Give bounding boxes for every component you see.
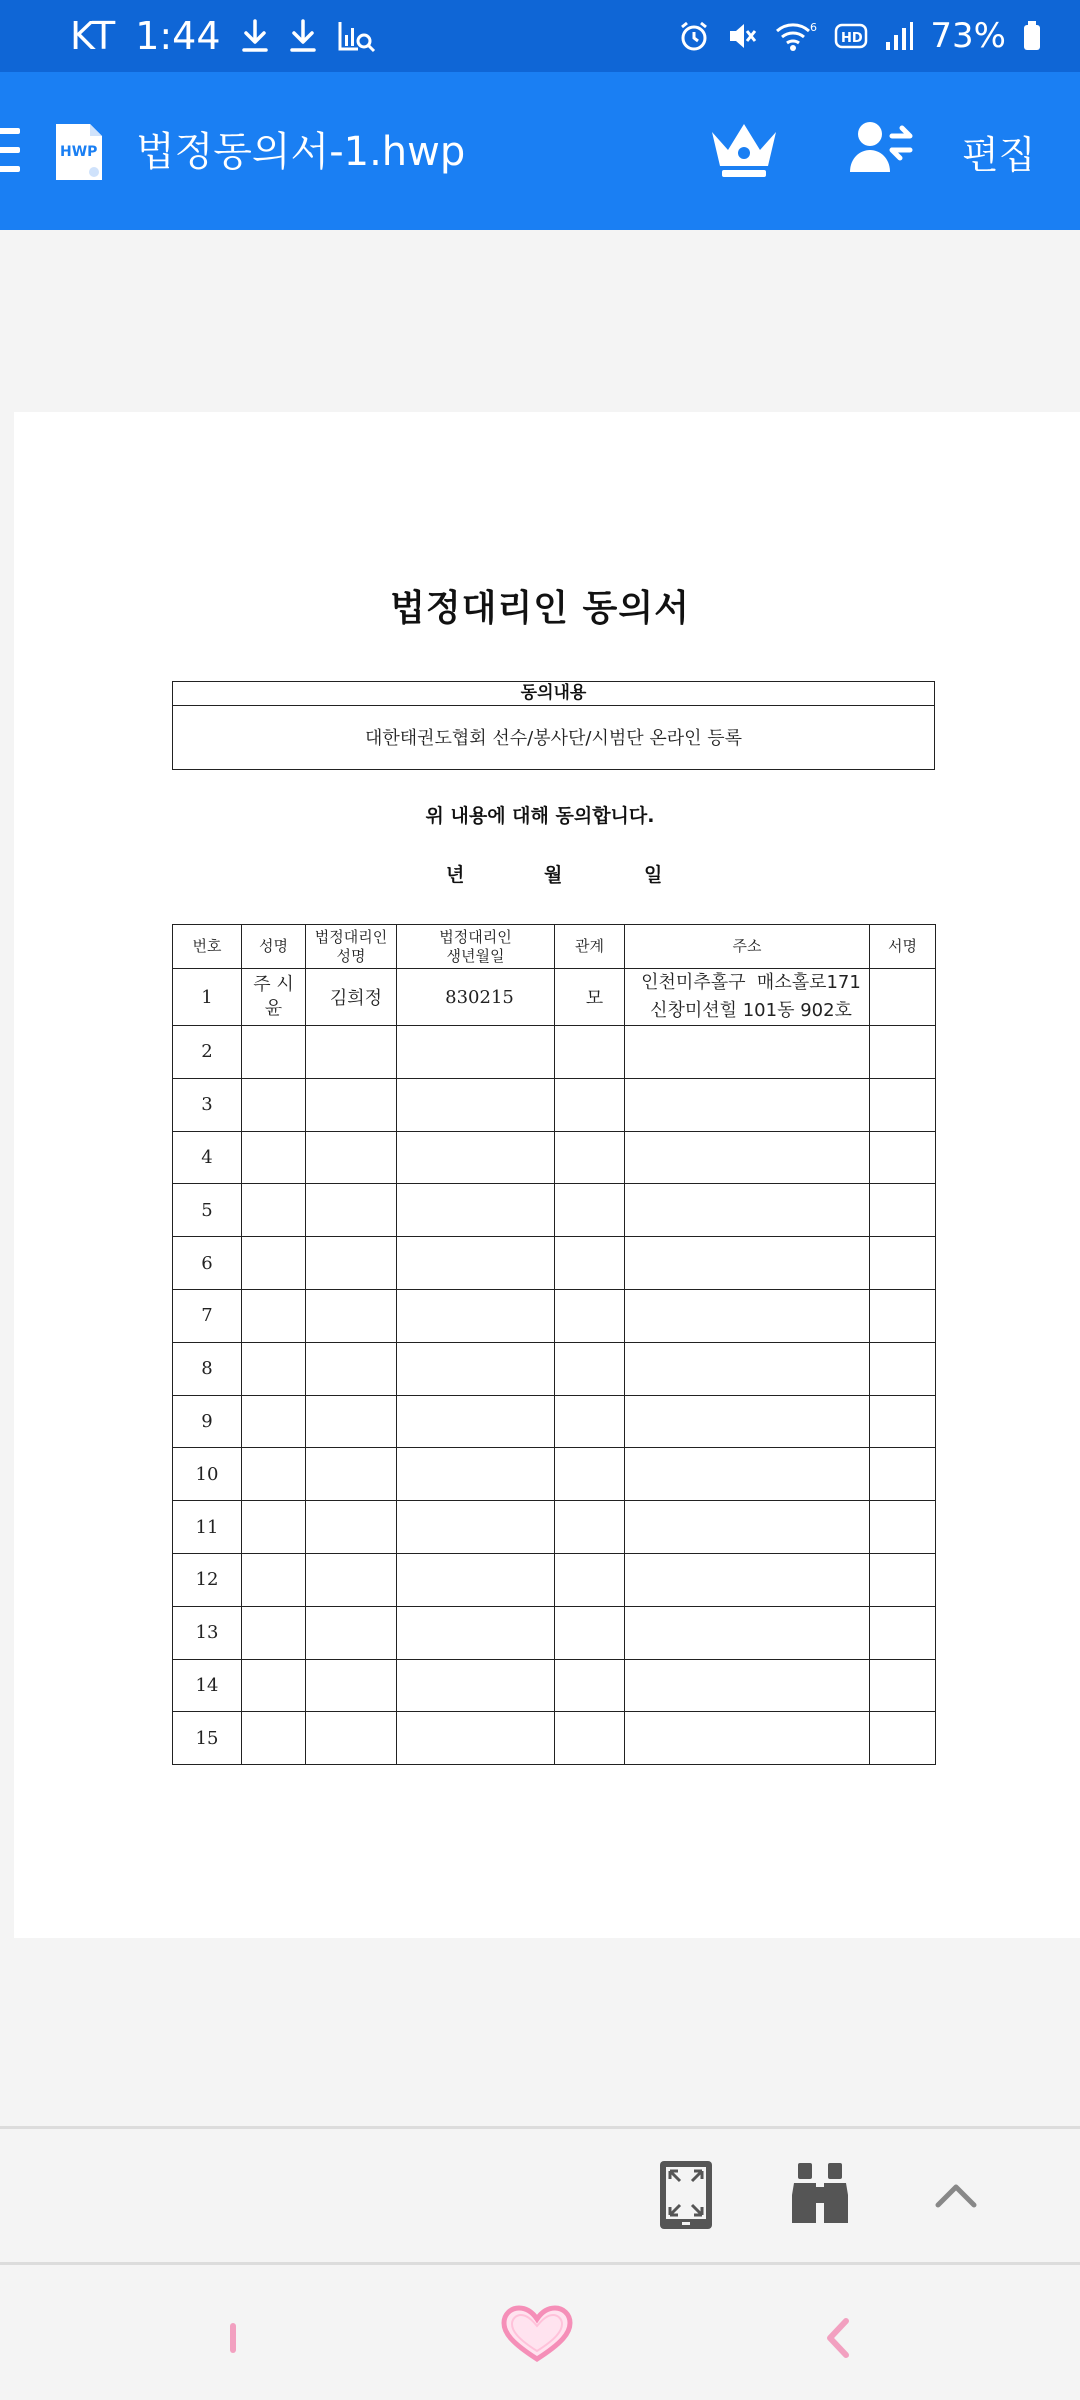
bottom-toolbar — [0, 2126, 1080, 2262]
address — [625, 1289, 870, 1342]
fit-screen-icon[interactable] — [658, 2159, 714, 2231]
table-row — [173, 1184, 936, 1237]
hwp-file-icon — [54, 122, 104, 182]
battery-icon — [1022, 20, 1042, 52]
row-number: 14 — [173, 1659, 242, 1712]
guardian-birth — [397, 1606, 555, 1659]
date-month: 월 — [544, 864, 563, 886]
table-row — [173, 1448, 936, 1501]
signature — [870, 1395, 936, 1448]
table-row — [173, 1501, 936, 1554]
date-year: 년 — [446, 864, 465, 886]
row-number: 12 — [173, 1553, 242, 1606]
date-day: 일 — [644, 864, 663, 886]
guardian-name — [306, 1553, 397, 1606]
navigation-bar — [0, 2262, 1080, 2400]
address — [625, 969, 870, 1026]
signature — [870, 1237, 936, 1290]
address — [625, 1342, 870, 1395]
row-number: 9 — [173, 1395, 242, 1448]
header-number: 번호 — [173, 925, 242, 969]
search-chart-icon — [337, 19, 377, 53]
relation — [555, 1501, 625, 1554]
guardian-name — [306, 1026, 397, 1079]
relation — [555, 1078, 625, 1131]
guardian-name — [306, 1131, 397, 1184]
row-number: 15 — [173, 1712, 242, 1765]
address-line2: 신창미션힐 101동 902호 — [650, 1000, 852, 1021]
table-row — [173, 1237, 936, 1290]
guardian-name — [306, 1501, 397, 1554]
student-name — [242, 1342, 306, 1395]
signature — [870, 1026, 936, 1079]
signature — [870, 1131, 936, 1184]
relation — [555, 1342, 625, 1395]
relation — [555, 1237, 625, 1290]
crown-icon[interactable] — [708, 118, 780, 182]
relation — [555, 1395, 625, 1448]
header-address: 주소 — [625, 925, 870, 969]
guardian-birth — [397, 1131, 555, 1184]
agree-text: 위 내용에 대해 동의합니다. — [425, 805, 655, 827]
share-user-icon[interactable] — [848, 116, 914, 180]
guardian-name — [306, 1712, 397, 1765]
guardian-name — [306, 1184, 397, 1237]
guardian-table — [172, 924, 936, 1765]
row-number: 5 — [173, 1184, 242, 1237]
wifi-icon — [774, 19, 818, 53]
signature — [870, 1712, 936, 1765]
row-number: 10 — [173, 1448, 242, 1501]
guardian-birth — [397, 1342, 555, 1395]
relation — [555, 1448, 625, 1501]
consent-header: 동의내용 — [173, 682, 934, 706]
guardian-name — [306, 1342, 397, 1395]
guardian-name — [306, 1659, 397, 1712]
address — [625, 1712, 870, 1765]
guardian-name — [306, 1395, 397, 1448]
signature — [870, 1342, 936, 1395]
relation — [555, 1131, 625, 1184]
student-name — [242, 1026, 306, 1079]
student-name — [242, 1078, 306, 1131]
row-number: 4 — [173, 1131, 242, 1184]
address — [625, 1078, 870, 1131]
address — [625, 1184, 870, 1237]
header-signature: 서명 — [870, 925, 936, 969]
home-heart-icon[interactable] — [500, 2305, 574, 2365]
guardian-birth — [397, 1184, 555, 1237]
row-number: 1 — [173, 969, 242, 1026]
row-number: 8 — [173, 1342, 242, 1395]
guardian-birth — [397, 1078, 555, 1131]
student-name — [242, 1712, 306, 1765]
student-name — [242, 1553, 306, 1606]
alarm-icon — [678, 20, 710, 52]
svg-text:HWP: HWP — [60, 144, 98, 160]
table-row — [173, 1553, 936, 1606]
table-row — [173, 1712, 936, 1765]
binoculars-icon[interactable] — [790, 2161, 850, 2227]
guardian-birth — [397, 1553, 555, 1606]
guardian-birth — [397, 1712, 555, 1765]
signature — [870, 1606, 936, 1659]
svg-text:6: 6 — [810, 21, 818, 34]
address — [625, 1659, 870, 1712]
chevron-up-icon[interactable] — [932, 2171, 980, 2219]
relation — [555, 1659, 625, 1712]
edit-button[interactable]: 편집 — [962, 133, 1036, 177]
guardian-name — [306, 1289, 397, 1342]
guardian-name — [306, 1448, 397, 1501]
guardian-name — [306, 1078, 397, 1131]
table-row — [173, 1131, 936, 1184]
hd-icon — [834, 22, 868, 50]
table-row — [173, 969, 936, 1026]
download-icon — [241, 19, 269, 53]
student-name-line2: 윤 — [264, 998, 283, 1019]
document-title: 법정동의서-1.hwp — [136, 129, 466, 175]
header-name: 성명 — [242, 925, 306, 969]
table-row — [173, 1289, 936, 1342]
student-name-line1: 주 시 — [253, 974, 294, 995]
guardian-birth — [397, 1289, 555, 1342]
relation — [555, 1184, 625, 1237]
status-bar — [0, 0, 1080, 72]
student-name — [242, 1606, 306, 1659]
mute-icon — [726, 20, 758, 52]
document-heading: 법정대리인 동의서 — [390, 588, 690, 629]
table-row — [173, 1078, 936, 1131]
address — [625, 1395, 870, 1448]
student-name — [242, 1448, 306, 1501]
table-row — [173, 1395, 936, 1448]
guardian-birth — [397, 1026, 555, 1079]
clock: 1:44 — [135, 14, 221, 58]
guardian-birth — [397, 1395, 555, 1448]
header-guardian-birth: 법정대리인 생년월일 — [397, 925, 555, 969]
student-name — [242, 1289, 306, 1342]
address — [625, 1606, 870, 1659]
address — [625, 1237, 870, 1290]
relation — [555, 1553, 625, 1606]
table-row — [173, 1342, 936, 1395]
menu-icon[interactable] — [0, 128, 20, 172]
signature — [870, 1448, 936, 1501]
carrier: KT — [70, 14, 116, 58]
relation — [555, 1712, 625, 1765]
signature — [870, 969, 936, 1026]
signature — [870, 1501, 936, 1554]
guardian-name: 김희정 — [306, 969, 397, 1026]
row-number: 11 — [173, 1501, 242, 1554]
signature — [870, 1553, 936, 1606]
recent-apps-icon[interactable] — [230, 2323, 236, 2353]
header-relation: 관계 — [555, 925, 625, 969]
row-number: 3 — [173, 1078, 242, 1131]
address — [625, 1026, 870, 1079]
student-name — [242, 1501, 306, 1554]
guardian-birth — [397, 1448, 555, 1501]
row-number: 6 — [173, 1237, 242, 1290]
signal-icon — [884, 20, 914, 52]
guardian-name — [306, 1606, 397, 1659]
table-row — [173, 1606, 936, 1659]
row-number: 2 — [173, 1026, 242, 1079]
relation — [555, 1606, 625, 1659]
row-number: 7 — [173, 1289, 242, 1342]
table-row — [173, 1026, 936, 1079]
address — [625, 1448, 870, 1501]
app-bar — [0, 72, 1080, 230]
student-name — [242, 1184, 306, 1237]
guardian-name — [306, 1237, 397, 1290]
student-name — [242, 1131, 306, 1184]
download-icon — [289, 19, 317, 53]
student-name — [242, 1659, 306, 1712]
relation — [555, 1289, 625, 1342]
address-line1: 인천미추홀구 매소홀로171 — [641, 972, 861, 993]
student-name — [242, 1395, 306, 1448]
student-name — [242, 969, 306, 1026]
signature — [870, 1184, 936, 1237]
svg-text:HD: HD — [841, 31, 864, 46]
consent-box — [172, 681, 935, 770]
student-name — [242, 1237, 306, 1290]
relation — [555, 1026, 625, 1079]
signature — [870, 1659, 936, 1712]
row-number: 13 — [173, 1606, 242, 1659]
table-row — [173, 1659, 936, 1712]
consent-body: 대한태권도협회 선수/봉사단/시범단 온라인 등록 — [364, 728, 743, 749]
guardian-birth: 830215 — [397, 969, 555, 1026]
relation: 모 — [555, 969, 625, 1026]
header-guardian-name: 법정대리인 성명 — [306, 925, 397, 969]
guardian-birth — [397, 1659, 555, 1712]
address — [625, 1131, 870, 1184]
signature — [870, 1078, 936, 1131]
address — [625, 1501, 870, 1554]
back-icon[interactable] — [822, 2317, 852, 2359]
address — [625, 1553, 870, 1606]
guardian-birth — [397, 1237, 555, 1290]
guardian-birth — [397, 1501, 555, 1554]
signature — [870, 1289, 936, 1342]
table-header-row — [173, 925, 936, 969]
battery-level: 73% — [930, 16, 1006, 56]
